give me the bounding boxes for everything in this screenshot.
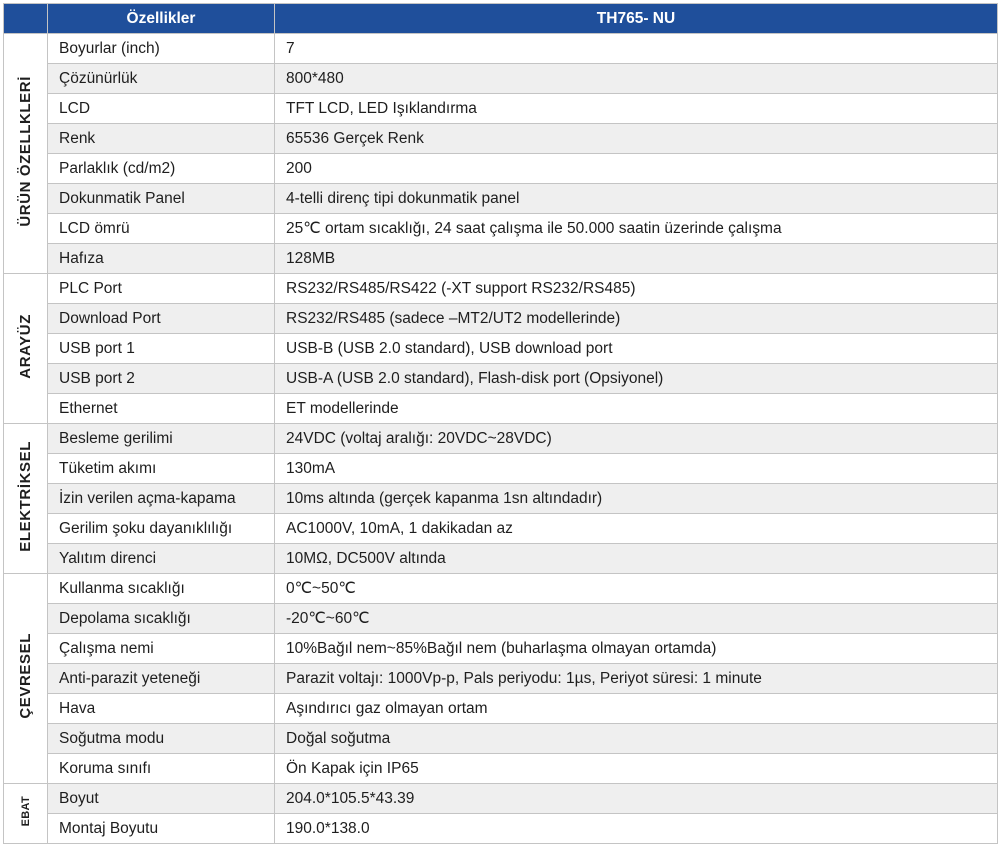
value-cell: 10ms altında (gerçek kapanma 1sn altındadır) xyxy=(275,484,998,514)
table-row xyxy=(4,664,998,694)
property-cell: USB port 1 xyxy=(48,334,275,364)
table-row xyxy=(4,544,998,574)
property-cell: Dokunmatik Panel xyxy=(48,184,275,214)
value-cell: RS232/RS485 (sadece –MT2/UT2 modellerinde) xyxy=(275,304,998,334)
value-cell: 4-telli direnç tipi dokunmatik panel xyxy=(275,184,998,214)
property-cell: Hava xyxy=(48,694,275,724)
property-cell: Ethernet xyxy=(48,394,275,424)
table-row xyxy=(4,574,998,604)
property-cell: USB port 2 xyxy=(48,364,275,394)
value-cell: 0℃~50℃ xyxy=(275,574,998,604)
group-label: EBAT xyxy=(19,795,32,827)
value-cell: Parazit voltajı: 1000Vp-p, Pals periyodu: 1µs, Periyot süresi: 1 minute xyxy=(275,664,998,694)
property-cell: Boyut xyxy=(48,784,275,814)
property-cell: Gerilim şoku dayanıklılığı xyxy=(48,514,275,544)
property-cell: Besleme gerilimi xyxy=(48,424,275,454)
value-cell: 10%Bağıl nem~85%Bağıl nem (buharlaşma olmayan ortamda) xyxy=(275,634,998,664)
value-cell: 25℃ ortam sıcaklığı, 24 saat çalışma ile 50.000 saatin üzerinde çalışma xyxy=(275,214,998,244)
property-cell: Çözünürlük xyxy=(48,64,275,94)
value-cell: Aşındırıcı gaz olmayan ortam xyxy=(275,694,998,724)
property-cell: Download Port xyxy=(48,304,275,334)
table-row xyxy=(4,304,998,334)
group-label: ÇEVRESEL xyxy=(17,633,34,719)
header-group-cell xyxy=(4,4,48,34)
header-row xyxy=(4,4,998,34)
group-label: ELEKTRİKSEL xyxy=(17,440,34,552)
property-cell: Montaj Boyutu xyxy=(48,814,275,844)
table-row xyxy=(4,634,998,664)
table-row xyxy=(4,274,998,304)
table-row xyxy=(4,64,998,94)
group-label: ÜRÜN ÖZELLKLERİ xyxy=(17,75,34,227)
table-row xyxy=(4,484,998,514)
table-row xyxy=(4,694,998,724)
value-cell: 10MΩ, DC500V altında xyxy=(275,544,998,574)
value-cell: 190.0*138.0 xyxy=(275,814,998,844)
table-row xyxy=(4,754,998,784)
table-row xyxy=(4,514,998,544)
value-cell: 24VDC (voltaj aralığı: 20VDC~28VDC) xyxy=(275,424,998,454)
property-cell: Parlaklık (cd/m2) xyxy=(48,154,275,184)
value-cell: Ön Kapak için IP65 xyxy=(275,754,998,784)
table-row xyxy=(4,334,998,364)
table-row xyxy=(4,154,998,184)
value-cell: RS232/RS485/RS422 (-XT support RS232/RS485) xyxy=(275,274,998,304)
value-cell: 204.0*105.5*43.39 xyxy=(275,784,998,814)
value-cell: AC1000V, 10mA, 1 dakikadan az xyxy=(275,514,998,544)
table-row xyxy=(4,124,998,154)
property-cell: İzin verilen açma-kapama xyxy=(48,484,275,514)
group-label-cell xyxy=(4,574,48,784)
value-cell: USB-A (USB 2.0 standard), Flash-disk port (Opsiyonel) xyxy=(275,364,998,394)
property-cell: Hafıza xyxy=(48,244,275,274)
header-property: Özellikler xyxy=(48,4,275,34)
table-row xyxy=(4,424,998,454)
spec-table xyxy=(3,3,998,844)
group-label-cell xyxy=(4,784,48,844)
property-cell: Tüketim akımı xyxy=(48,454,275,484)
value-cell: 800*480 xyxy=(275,64,998,94)
table-row xyxy=(4,814,998,844)
value-cell: -20℃~60℃ xyxy=(275,604,998,634)
property-cell: Boyurlar (inch) xyxy=(48,34,275,64)
value-cell: Doğal soğutma xyxy=(275,724,998,754)
table-row xyxy=(4,34,998,64)
spec-body xyxy=(4,34,998,844)
value-cell: 128MB xyxy=(275,244,998,274)
property-cell: Anti-parazit yeteneği xyxy=(48,664,275,694)
value-cell: 7 xyxy=(275,34,998,64)
table-row xyxy=(4,724,998,754)
table-row xyxy=(4,454,998,484)
group-label-cell xyxy=(4,274,48,424)
property-cell: Yalıtım direnci xyxy=(48,544,275,574)
property-cell: PLC Port xyxy=(48,274,275,304)
property-cell: LCD xyxy=(48,94,275,124)
property-cell: Soğutma modu xyxy=(48,724,275,754)
table-row xyxy=(4,364,998,394)
table-row xyxy=(4,784,998,814)
table-row xyxy=(4,214,998,244)
group-label: ARAYÜZ xyxy=(17,313,34,379)
table-row xyxy=(4,184,998,214)
value-cell: USB-B (USB 2.0 standard), USB download port xyxy=(275,334,998,364)
value-cell: 130mA xyxy=(275,454,998,484)
group-label-cell xyxy=(4,34,48,274)
value-cell: 200 xyxy=(275,154,998,184)
table-row xyxy=(4,244,998,274)
property-cell: LCD ömrü xyxy=(48,214,275,244)
property-cell: Renk xyxy=(48,124,275,154)
group-label-cell xyxy=(4,424,48,574)
table-row xyxy=(4,94,998,124)
header-model: TH765- NU xyxy=(275,4,998,34)
property-cell: Çalışma nemi xyxy=(48,634,275,664)
value-cell: TFT LCD, LED Işıklandırma xyxy=(275,94,998,124)
property-cell: Koruma sınıfı xyxy=(48,754,275,784)
property-cell: Kullanma sıcaklığı xyxy=(48,574,275,604)
table-row xyxy=(4,394,998,424)
property-cell: Depolama sıcaklığı xyxy=(48,604,275,634)
value-cell: ET modellerinde xyxy=(275,394,998,424)
value-cell: 65536 Gerçek Renk xyxy=(275,124,998,154)
table-row xyxy=(4,604,998,634)
